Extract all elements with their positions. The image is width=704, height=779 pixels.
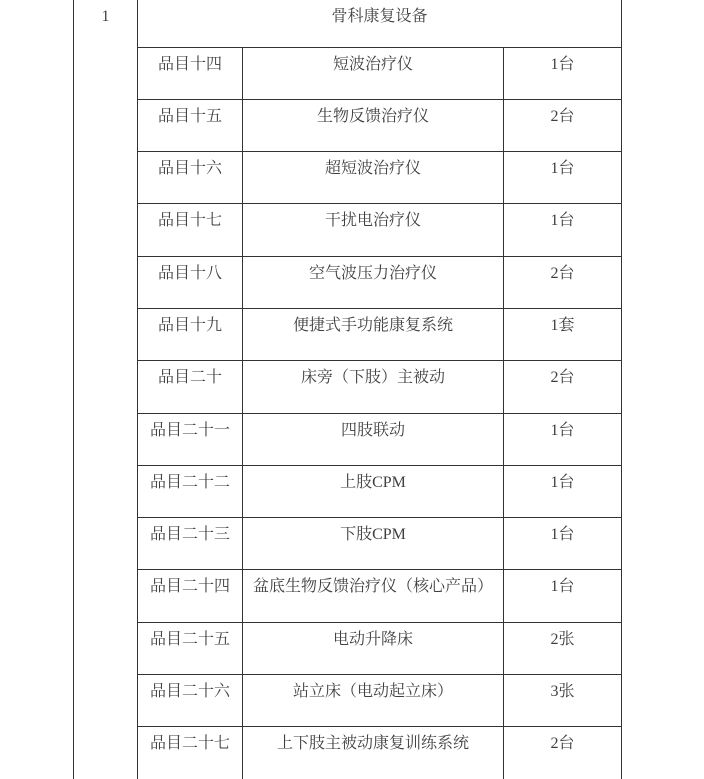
equipment-name-cell: 床旁（下肢）主被动 — [243, 361, 504, 413]
item-cell: 品目十七 — [138, 204, 243, 256]
quantity-cell: 1台 — [504, 47, 622, 99]
equipment-name-cell: 生物反馈治疗仪 — [243, 99, 504, 151]
table-row — [74, 308, 622, 360]
quantity-cell: 1台 — [504, 570, 622, 622]
quantity-cell: 1台 — [504, 204, 622, 256]
quantity-cell: 2张 — [504, 622, 622, 674]
table-row — [74, 152, 622, 204]
item-cell: 品目二十 — [138, 361, 243, 413]
equipment-name-cell: 下肢CPM — [243, 518, 504, 570]
equipment-table — [73, 0, 622, 779]
group-number-cell: 1 — [74, 0, 138, 779]
item-cell: 品目十九 — [138, 308, 243, 360]
quantity-cell: 2台 — [504, 99, 622, 151]
item-cell: 品目二十六 — [138, 675, 243, 727]
item-cell: 品目二十七 — [138, 727, 243, 779]
quantity-cell: 2台 — [504, 256, 622, 308]
item-cell: 品目十六 — [138, 152, 243, 204]
table-row — [74, 570, 622, 622]
table-row — [74, 413, 622, 465]
table-header-row — [74, 0, 622, 47]
item-cell: 品目二十三 — [138, 518, 243, 570]
equipment-name-cell: 便捷式手功能康复系统 — [243, 308, 504, 360]
table-row — [74, 727, 622, 779]
equipment-name-cell: 空气波压力治疗仪 — [243, 256, 504, 308]
equipment-name-cell: 电动升降床 — [243, 622, 504, 674]
equipment-name-cell: 站立床（电动起立床） — [243, 675, 504, 727]
equipment-name-cell: 短波治疗仪 — [243, 47, 504, 99]
item-cell: 品目二十五 — [138, 622, 243, 674]
table-row — [74, 675, 622, 727]
table-row — [74, 361, 622, 413]
equipment-name-cell: 超短波治疗仪 — [243, 152, 504, 204]
equipment-name-cell: 上肢CPM — [243, 465, 504, 517]
item-cell: 品目十五 — [138, 99, 243, 151]
equipment-name-cell: 四肢联动 — [243, 413, 504, 465]
table-row — [74, 465, 622, 517]
quantity-cell: 1台 — [504, 152, 622, 204]
section-title-cell: 骨科康复设备 — [138, 0, 622, 47]
quantity-cell: 1台 — [504, 465, 622, 517]
item-cell: 品目十八 — [138, 256, 243, 308]
equipment-name-cell: 盆底生物反馈治疗仪（核心产品） — [243, 570, 504, 622]
table-row — [74, 622, 622, 674]
table-row — [74, 518, 622, 570]
quantity-cell: 1套 — [504, 308, 622, 360]
table-row — [74, 256, 622, 308]
item-cell: 品目二十二 — [138, 465, 243, 517]
quantity-cell: 3张 — [504, 675, 622, 727]
equipment-name-cell: 干扰电治疗仪 — [243, 204, 504, 256]
table-row — [74, 47, 622, 99]
quantity-cell: 2台 — [504, 727, 622, 779]
equipment-name-cell: 上下肢主被动康复训练系统 — [243, 727, 504, 779]
table-row — [74, 99, 622, 151]
quantity-cell: 1台 — [504, 518, 622, 570]
item-cell: 品目二十四 — [138, 570, 243, 622]
quantity-cell: 1台 — [504, 413, 622, 465]
table-row — [74, 204, 622, 256]
item-cell: 品目二十一 — [138, 413, 243, 465]
quantity-cell: 2台 — [504, 361, 622, 413]
item-cell: 品目十四 — [138, 47, 243, 99]
